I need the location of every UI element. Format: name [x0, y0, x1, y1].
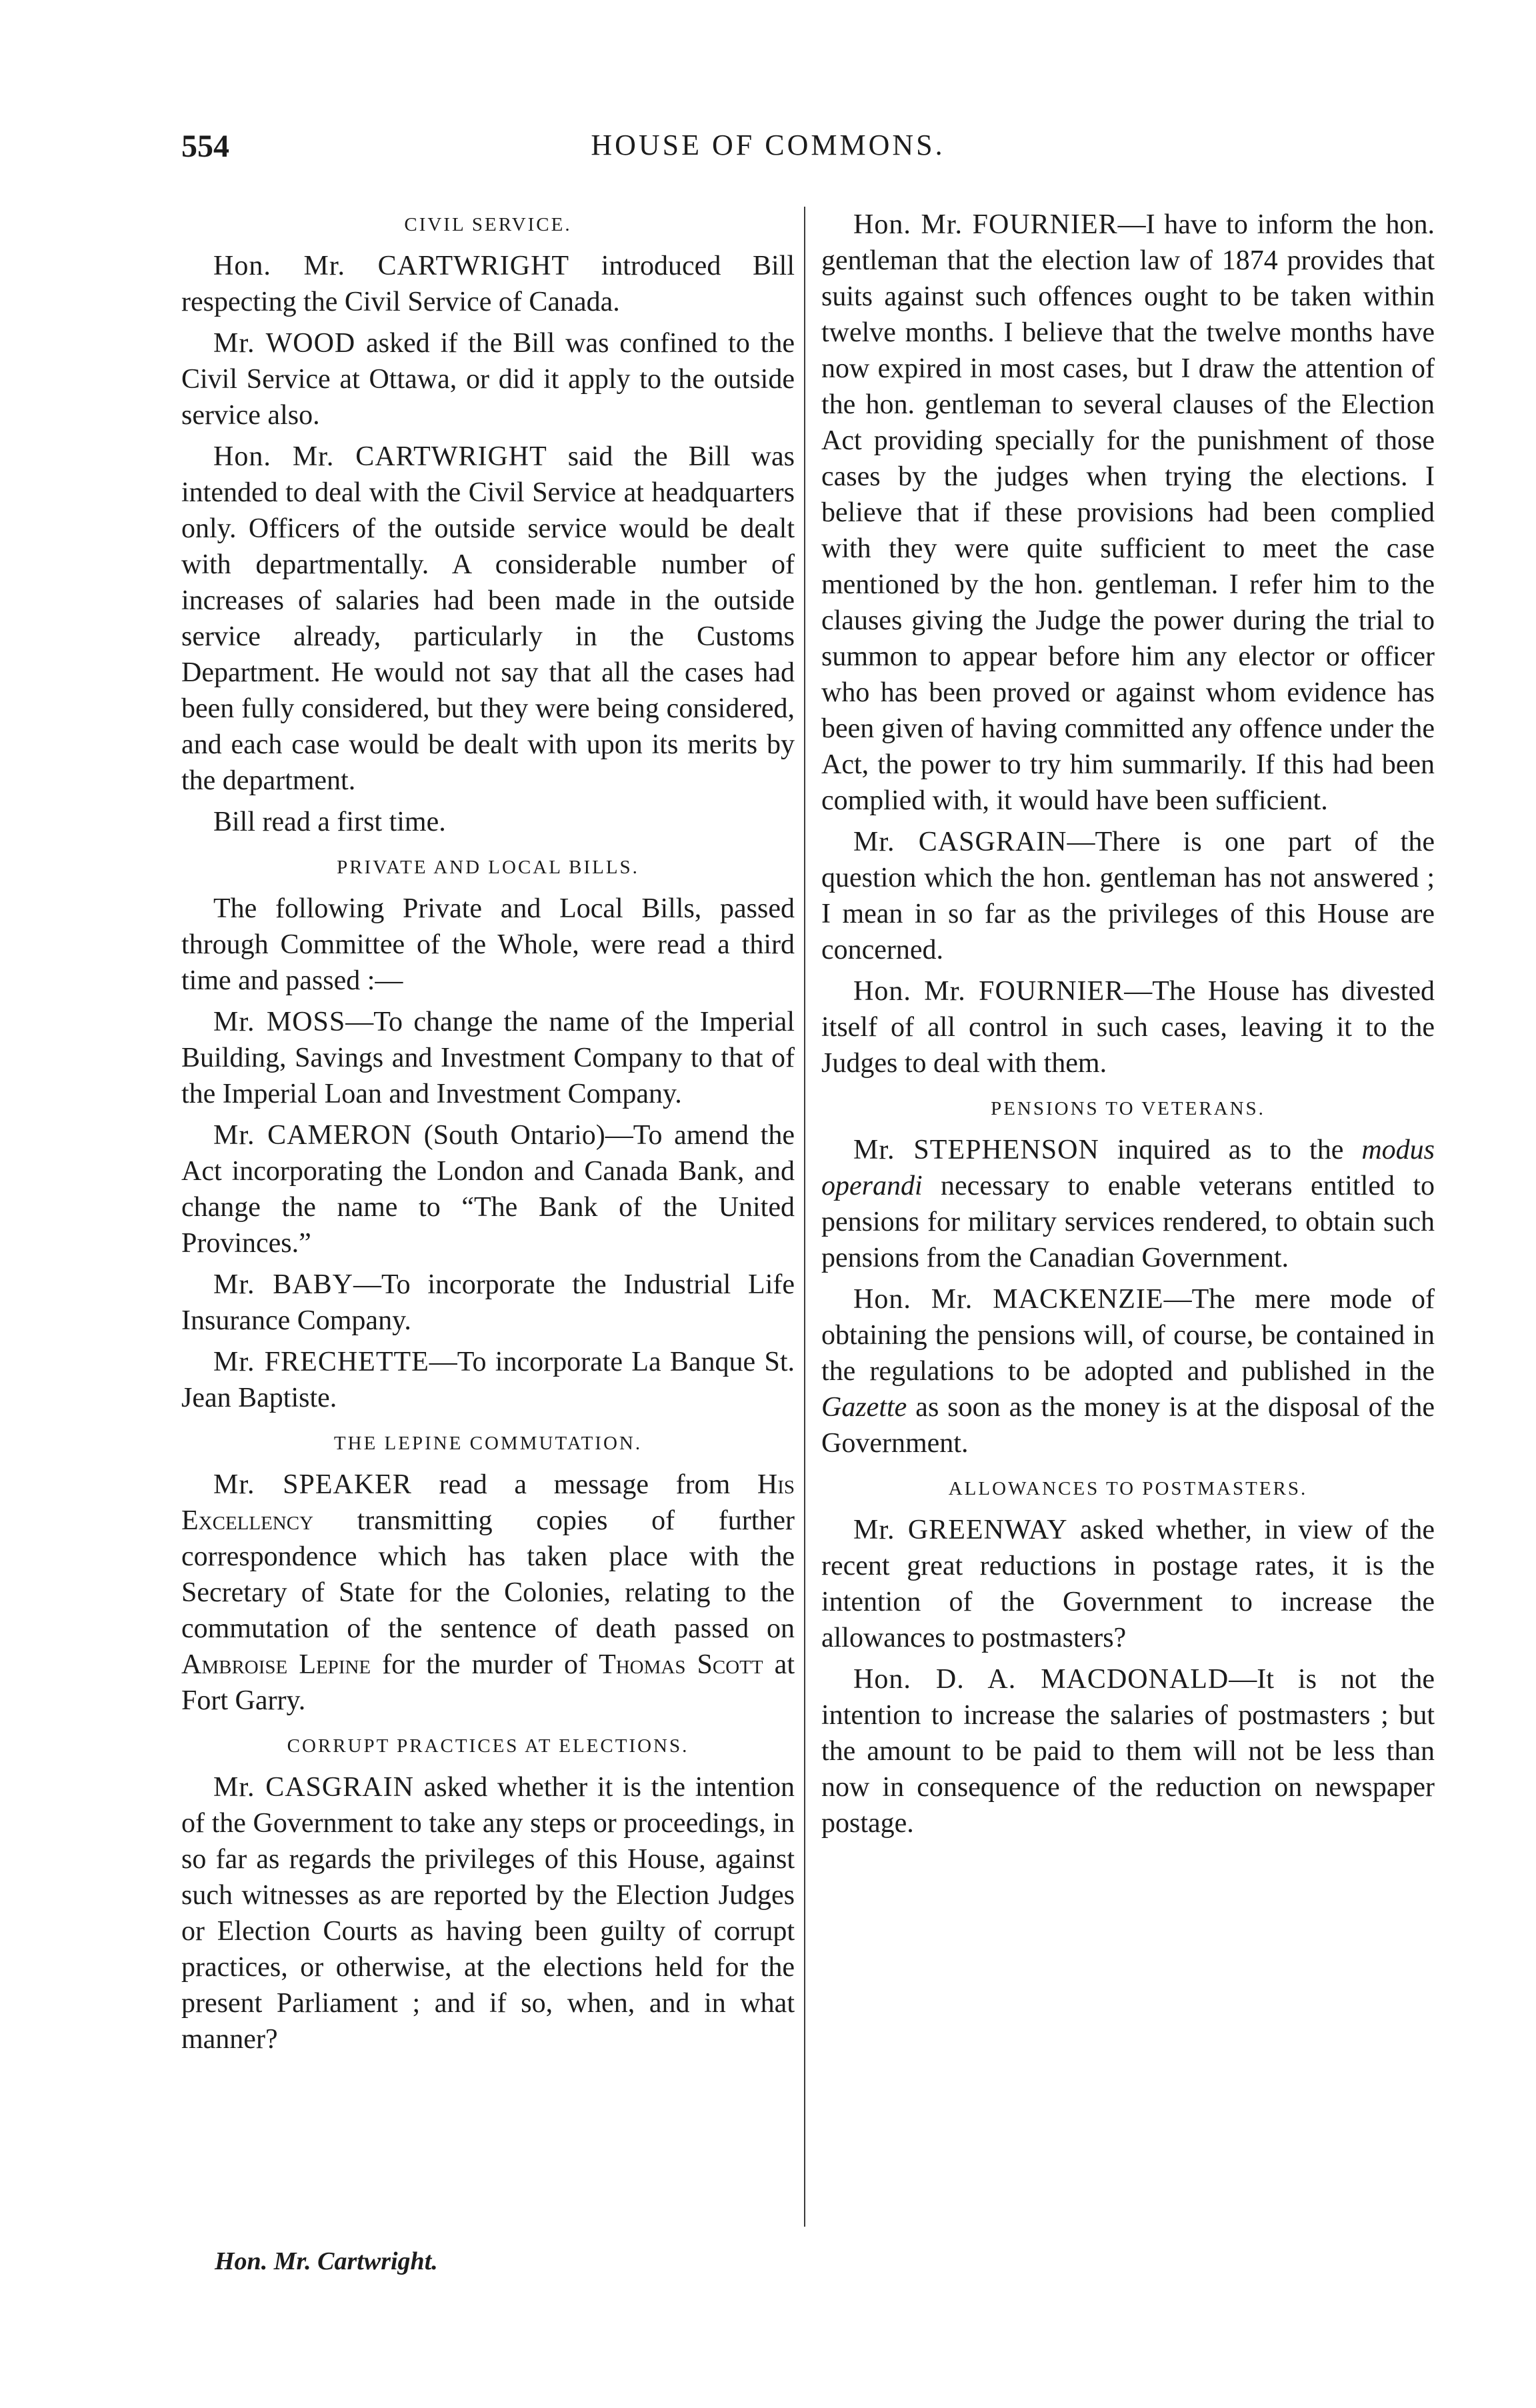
- paragraph: [821, 207, 1435, 819]
- speaker-name: Mr. STEPHENSON: [853, 1135, 1099, 1165]
- speaker-name: Hon. Mr. FOURNIER: [853, 209, 1118, 240]
- paragraph-text: Bill read a first time.: [213, 807, 446, 837]
- column-divider: [804, 207, 805, 2227]
- paragraph-text: as soon as the money is at the disposal of the Government.: [821, 1392, 1435, 1459]
- catchword: Hon. Mr. Cartwright.: [215, 2247, 438, 2275]
- left-column: [181, 207, 795, 2063]
- paragraph-text: —There is one part of the question which the hon. gentleman has not answered ; I mean in so far as the privileges of this House are concerned.: [821, 827, 1435, 965]
- paragraph-text: asked whether, in view of the recent great reductions in postage rates, it is the intention of the Government to increase the allowances to postmasters?: [821, 1515, 1435, 1653]
- paragraph-text: transmitting copies of further correspondence which has taken place with the Secretary of State for the Colonies, relating to the commutation of the sentence of death passed on: [181, 1505, 795, 1644]
- section-heading-lepine: THE LEPINE COMMUTATION.: [333, 1433, 643, 1454]
- paragraph-text: necessary to enable veterans entitled to pensions for military services rendered, to obtain such pensions from the Canadian Government.: [821, 1171, 1435, 1273]
- running-head: HOUSE OF COMMONS.: [591, 129, 945, 161]
- speaker-name: Mr. BABY: [213, 1269, 353, 1300]
- paragraph: [821, 824, 1435, 968]
- small-caps-name: Thomas Scott: [599, 1649, 763, 1680]
- section-heading-pensions: PENSIONS TO VETERANS.: [991, 1098, 1265, 1119]
- paragraph-text: for the murder of: [371, 1649, 599, 1680]
- small-caps-name: Ambroise Lepine: [181, 1649, 371, 1680]
- paragraph: [181, 325, 795, 433]
- section-heading-private-bills: PRIVATE AND LOCAL BILLS.: [337, 857, 639, 878]
- paragraph-text: at Fort Garry.: [181, 1649, 795, 1716]
- speaker-name: Mr. CAMERON: [213, 1120, 413, 1151]
- paragraph-text: —The House has divested itself of all control in such cases, leaving it to the Judges to deal with them.: [821, 976, 1435, 1079]
- paragraph-text: —To change the name of the Imperial Building, Savings and Investment Company to that of the Imperial Loan and Investment Company.: [181, 1007, 795, 1109]
- bill-item: [181, 1117, 795, 1261]
- small-caps-name: His Excellency: [181, 1469, 795, 1536]
- paragraph: [821, 1661, 1435, 1841]
- paragraph-text: —It is not the intention to increase the salaries of postmasters ; but the amount to be paid to them will not be less than now in consequence of the reduction on newspaper postage.: [821, 1664, 1435, 1839]
- speaker-name: Mr. CASGRAIN: [213, 1772, 414, 1803]
- paragraph: [821, 1281, 1435, 1461]
- paragraph: [181, 1769, 795, 2057]
- paragraph-text: said the Bill was intended to deal with the Civil Service at headquarters only. Officers of the outside service would be dealt with departmentally. A considerable number of increases of salaries had been made in the outside service already, particularly in the Customs Department. He would not say that all the cases had been fully considered, but they were being considered, and each case would be dealt with upon its merits by the department.: [181, 441, 795, 796]
- paragraph-text: introduced Bill respecting the Civil Service of Canada.: [181, 251, 795, 317]
- paragraph: [181, 1467, 795, 1719]
- paragraph: [821, 1512, 1435, 1656]
- speaker-name: Hon. Mr. FOURNIER: [853, 976, 1125, 1007]
- paragraph: [181, 891, 795, 999]
- paragraph-text: —To incorporate La Banque St. Jean Baptiste.: [181, 1347, 795, 1413]
- paragraph: [181, 248, 795, 320]
- speaker-name: Hon. Mr. CARTWRIGHT: [213, 441, 547, 472]
- paragraph-text: asked whether it is the intention of the Government to take any steps or proceedings, in so far as regards the privileges of this House, against such witnesses as are reported by the Election Judges or Election Courts as having been guilty of corrupt practices, or otherwise, at the elections held for the present Parliament ; and if so, when, and in what manner?: [181, 1772, 795, 2055]
- italic-phrase: Gazette: [821, 1392, 907, 1423]
- page-number: 554: [181, 129, 229, 164]
- paragraph: [821, 973, 1435, 1081]
- paragraph: [181, 439, 795, 799]
- bill-item: [181, 1344, 795, 1416]
- speaker-name: Mr. FRECHETTE: [213, 1347, 429, 1377]
- italic-phrase: modus operandi: [821, 1135, 1435, 1201]
- speaker-name: Mr. MOSS: [213, 1007, 346, 1037]
- paragraph-text: The following Private and Local Bills, passed through Committee of the Whole, were read a third time and passed :—: [181, 893, 795, 996]
- paragraph-text: read a message from: [411, 1469, 757, 1500]
- speaker-name: Hon. Mr. CARTWRIGHT: [213, 251, 570, 281]
- page-header: [0, 128, 1536, 175]
- paragraph-text: —To incorporate the Industrial Life Insurance Company.: [181, 1269, 795, 1336]
- section-heading-postmasters: ALLOWANCES TO POSTMASTERS.: [948, 1478, 1308, 1499]
- speaker-name: Mr. CASGRAIN: [853, 827, 1067, 857]
- speaker-name: Hon. Mr. MACKENZIE: [853, 1284, 1164, 1315]
- section-heading-civil-service: CIVIL SERVICE.: [404, 214, 572, 235]
- paragraph-text: (South Ontario)—To amend the Act incorporating the London and Canada Bank, and change the name to “The Bank of the United Provinces.”: [181, 1120, 795, 1259]
- paragraph-text: asked if the Bill was confined to the Civil Service at Ottawa, or did it apply to the outside service also.: [181, 328, 795, 431]
- speaker-name: Mr. SPEAKER: [213, 1469, 412, 1500]
- paragraph: [181, 804, 795, 840]
- speaker-name: Mr. GREENWAY: [853, 1515, 1068, 1545]
- paragraph: [821, 1132, 1435, 1276]
- paragraph-text: inquired as to the: [1099, 1135, 1362, 1165]
- paragraph-text: —The mere mode of obtaining the pensions will, of course, be contained in the regulations to be adopted and published in the: [821, 1284, 1435, 1387]
- speaker-name: Mr. WOOD: [213, 328, 356, 359]
- bill-item: [181, 1267, 795, 1339]
- speaker-name: Hon. D. A. MACDONALD: [853, 1664, 1229, 1695]
- section-heading-corrupt-practices: CORRUPT PRACTICES AT ELECTIONS.: [287, 1735, 689, 1757]
- bill-item: [181, 1004, 795, 1112]
- right-column: [821, 207, 1435, 1847]
- paragraph-text: —I have to inform the hon. gentleman that the election law of 1874 provides that suits against such offences ought to be taken within twelve months. I believe that the twelve months have now expired in most cases, but I draw the attention of the hon. gentleman to several clauses of the Election Act providing specially for the punishment of those cases by the judges when trying the elections. I believe that if these provisions had been complied with they were quite sufficient to meet the case mentioned by the hon. gentleman. I refer him to the clauses giving the Judge the power during the trial to summon to appear before him any elector or officer who has been proved or against whom evidence has been given of having committed any offence under the Act, the power to try him summarily. If this had been complied with, it would have been sufficient.: [821, 209, 1435, 816]
